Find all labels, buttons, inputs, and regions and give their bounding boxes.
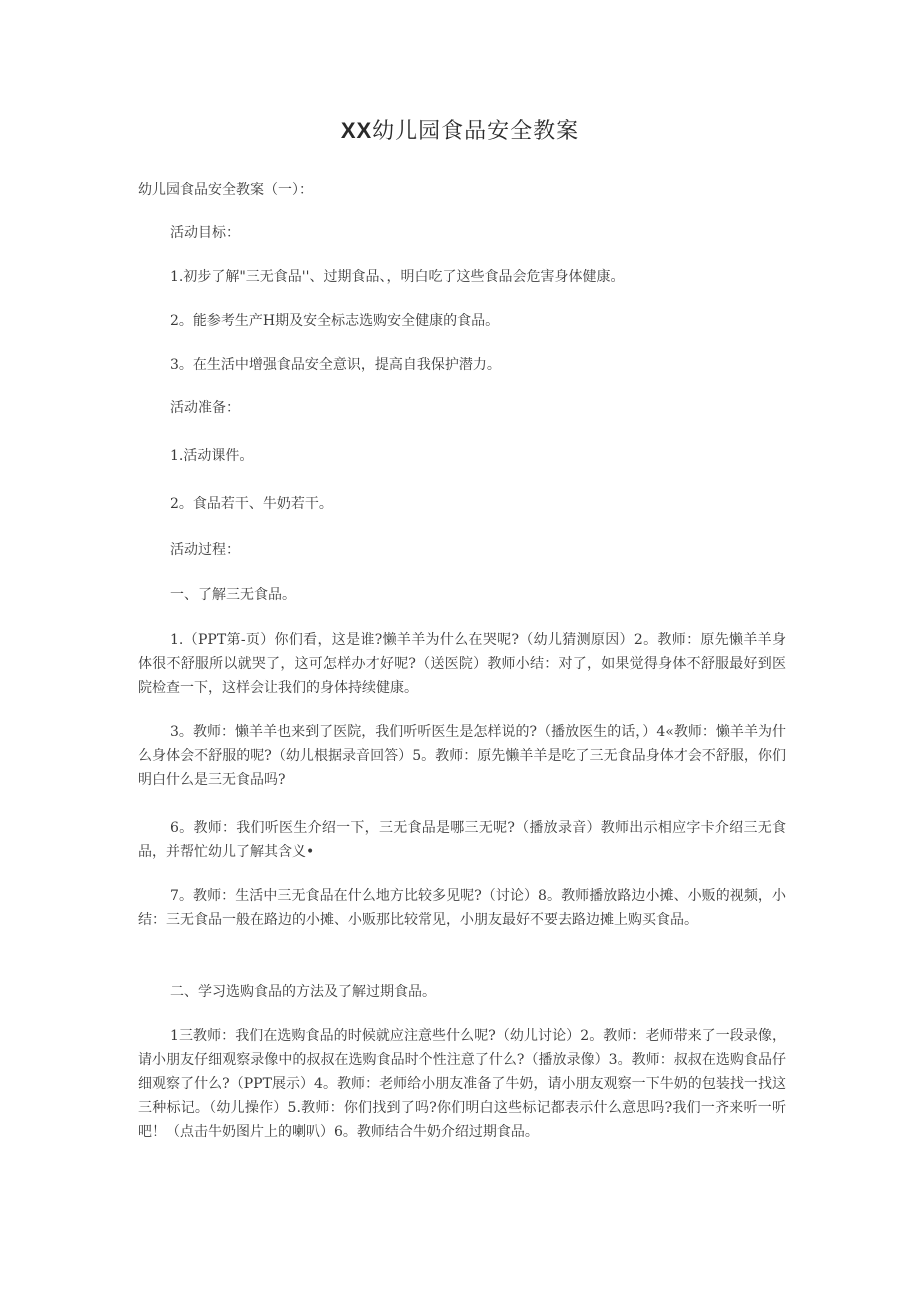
page-title <box>0 116 920 147</box>
goals-heading: 活动目标： <box>170 225 240 241</box>
paragraph: 6。教师：我们听医生介绍一下，三无食品是哪三无呢?（播放录音）教师出示相应字卡介绍三无食品，并帮忙幼儿了解其含义• <box>138 820 786 860</box>
title-prefix: XX <box>340 118 373 143</box>
prep-heading: 活动准备： <box>170 400 240 416</box>
process-heading: 活动过程： <box>170 542 240 558</box>
goal-item: 3。在生活中增强食品安全意识，提高自我保护潜力。 <box>170 357 501 373</box>
title-text: 幼儿园食品安全教案 <box>372 119 580 144</box>
paragraph: 1三教师：我们在选购食品的时候就应注意些什么呢?（幼儿讨论）2。教师：老师带来了一段录像，请小朋友仔细观察录像中的叔叔在选购食品时个性注意了什么?（播放录像）3。教师：叔叔在选购食品仔细观察了什么?（PPT展示）4。教师：老师给小朋友准备了牛奶，请小朋友观察一下牛奶的包装找一找这三种标记。（幼儿操作）5.教师：你们找到了吗?你们明白这些标记都表示什么意思吗?我们一齐来听一听吧！（点击牛奶图片上的喇叭）6。教师结合牛奶介绍过期食品。 <box>138 1028 786 1140</box>
paragraph: 3。教师：懒羊羊也来到了医院，我们听听医生是怎样说的?（播放医生的话，）4«教师：懒羊羊为什么身体会不舒服的呢?（幼儿根据录音回答）5。教师：原先懒羊羊是吃了三无食品身体才会不舒服，你们明白什么是三无食品吗? <box>138 724 786 788</box>
prep-item: 1.活动课件。 <box>170 448 254 464</box>
paragraph: 1.（PPT第-页）你们看，这是谁?懒羊羊为什么在哭呢?（幼儿猜测原因）2。教师：原先懒羊羊身体很不舒服所以就哭了，这可怎样办才好呢?（送医院）教师小结：对了，如果觉得身体不舒服最好到医院检查一下，这样会让我们的身体持续健康。 <box>138 632 786 696</box>
prep-item: 2。食品若干、牛奶若干。 <box>170 496 333 512</box>
paragraph: 7。教师：生活中三无食品在什么地方比较多见呢?（讨论）8。教师播放路边小摊、小贩的视频，小结：三无食品一般在路边的小摊、小贩那比较常见，小朋友最好不要去路边摊上购买食品。 <box>138 888 786 928</box>
section-heading: 二、学习选购食品的方法及了解过期食品。 <box>170 984 436 1000</box>
goal-item: 2。能参考生产H期及安全标志选购安全健康的食品。 <box>170 313 500 329</box>
section-heading: 一、了解三无食品。 <box>170 587 296 603</box>
document-subtitle: 幼儿园食品安全教案（一）： <box>138 182 313 198</box>
goal-item: 1.初步了解"三无食品''、过期食品、，明白吃了这些食品会危害身体健康。 <box>170 269 625 285</box>
